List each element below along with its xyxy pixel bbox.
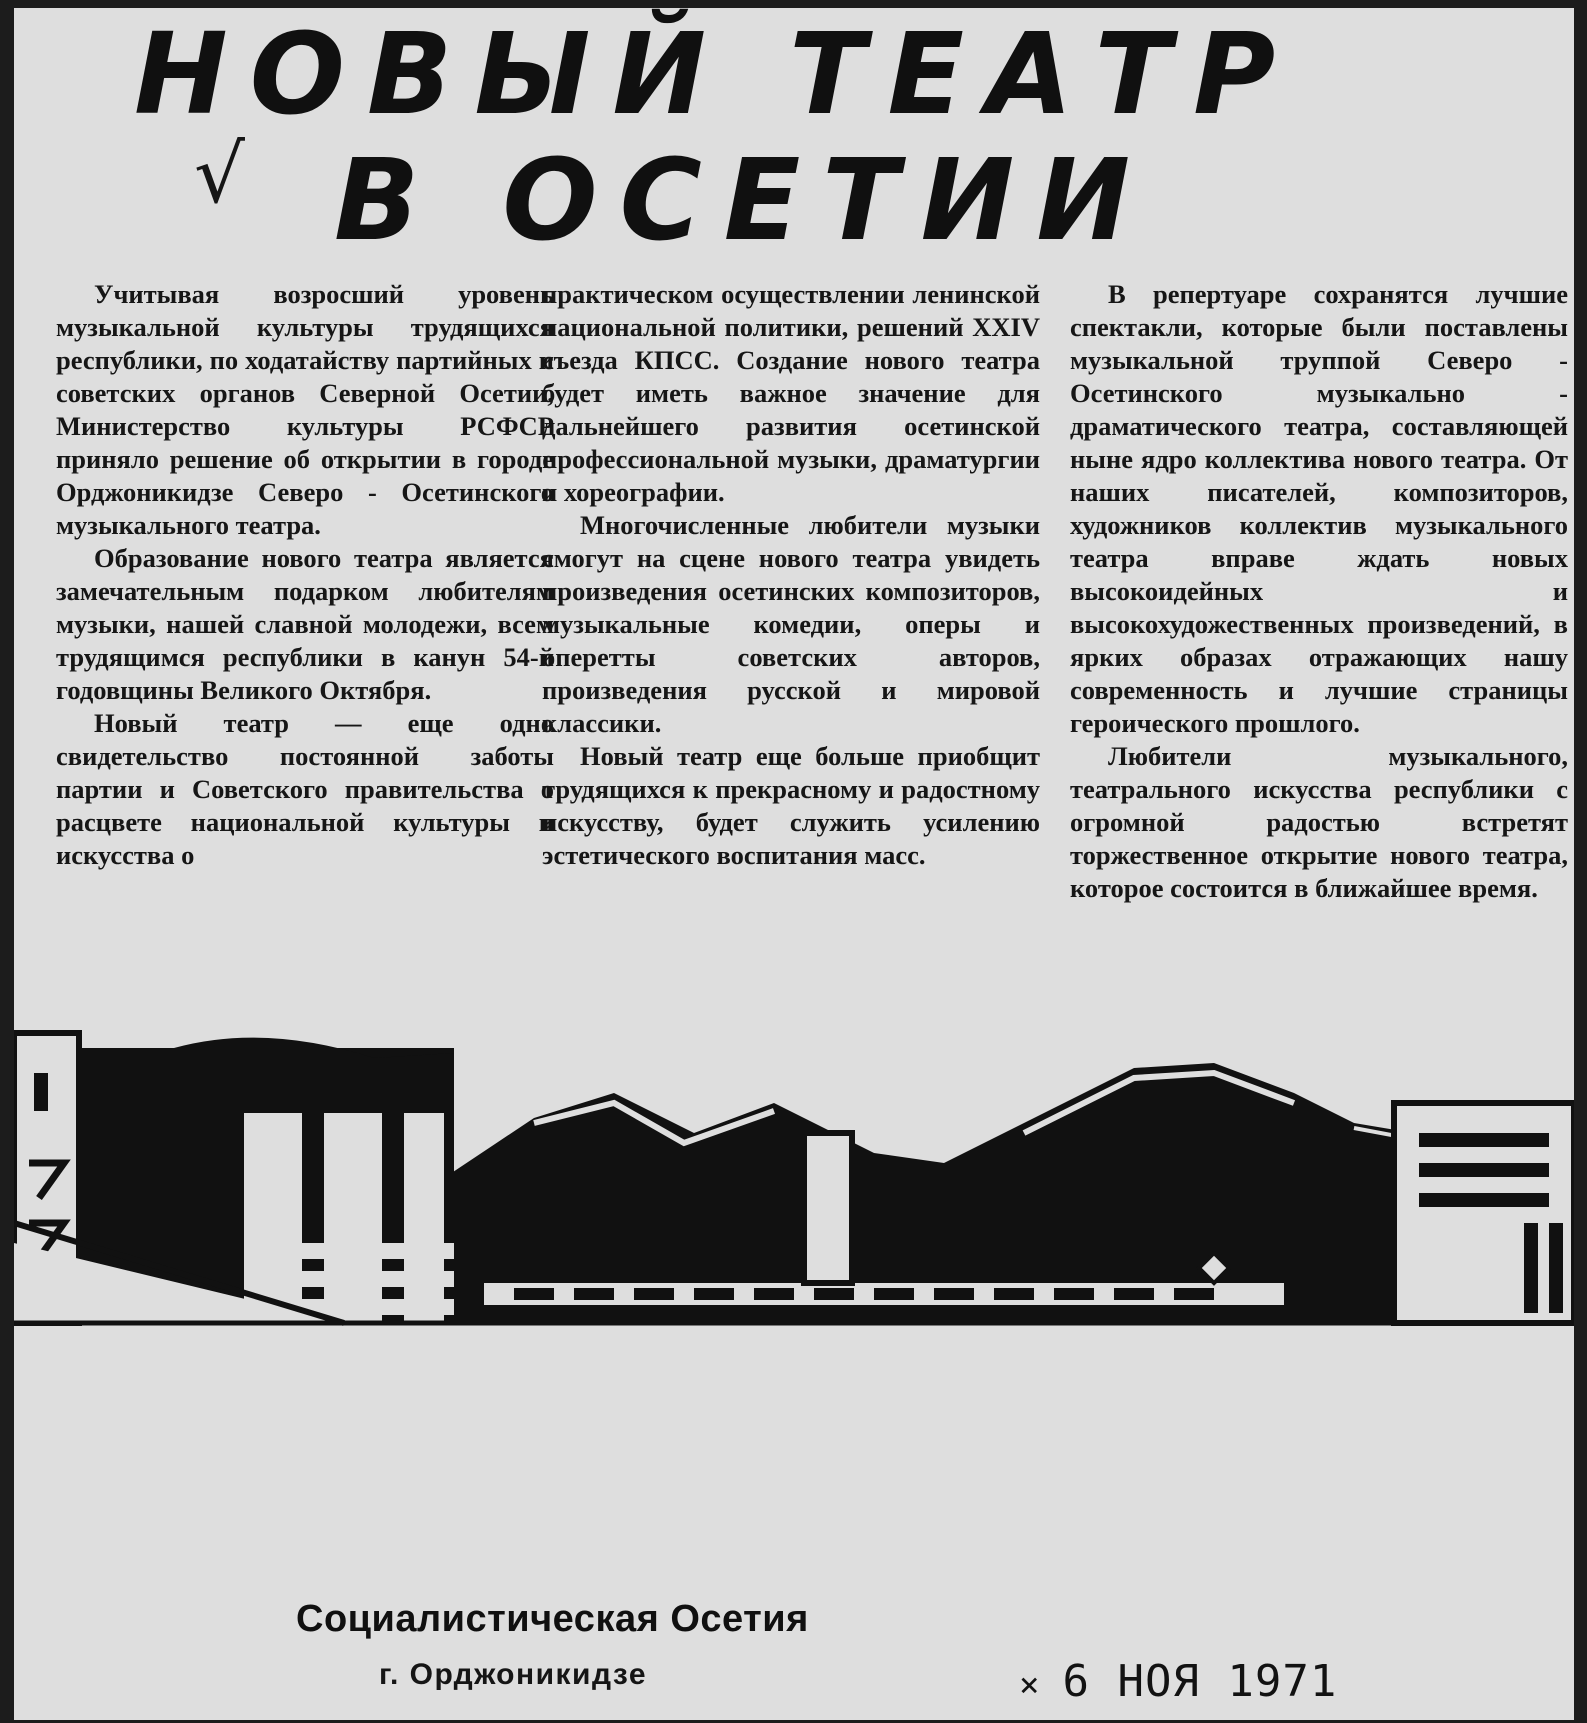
paragraph: Любители музыкального, театрального искусства республики с огромной радостью встретят торжественное открытие нового театра, которое состоится в ближайшее время. — [1070, 741, 1568, 903]
newspaper-city: г. Орджоникидзе — [379, 1658, 648, 1691]
article-column-2 — [542, 278, 1040, 872]
stair-step — [244, 1271, 454, 1287]
theatre-column — [404, 1113, 444, 1323]
paragraph: Образование нового театра является замечательным подарком любителям музыки, нашей славной молодежи, всем трудящимся республики в канун 54-й годовщины Великого Октября. — [56, 543, 554, 705]
headline-line-1: НОВЫЙ ТЕАТР — [134, 10, 1298, 140]
paragraph: В репертуаре сохранятся лучшие спектакли, которые были поставлены музыкальной труппой Северо - Осетинского музыкально - драматического театра, составляющей ныне ядро коллектива нового театра. От наших писателей, композиторов, художников коллектив музыкального театра вправе ждать новых высокоидейных и высокохудожественных произведений, в ярких образах отражающих нашу современность и лучшие страницы героического прошлого. — [1070, 279, 1568, 738]
newspaper-name: Социалистическая Осетия — [296, 1598, 809, 1640]
stamp-mark-icon: × — [1019, 1665, 1041, 1705]
date-text: 6 НОЯ 1971 — [1062, 1656, 1338, 1707]
check-mark: √ — [194, 128, 245, 221]
paragraph: практическом осуществлении ленинской национальной политики, решений XXIV съезда КПСС. Создание нового театра будет иметь важное значение для дальнейшего развития осетинской профессиональной музыки, драматургии и хореографии. — [542, 279, 1040, 507]
central-pillar — [804, 1133, 852, 1283]
paragraph: Многочисленные любители музыки смогут на сцене нового театра увидеть произведения осетинских композиторов, музыкальные комедии, оперы и оперетты советских авторов, произведения русской и мировой классики. — [542, 510, 1040, 738]
date-stamp — [1019, 1656, 1337, 1707]
stair-step — [244, 1243, 454, 1259]
city-mountains-illustration — [14, 1023, 1574, 1443]
theatre-column — [324, 1113, 382, 1323]
paragraph: Новый театр еще больше приобщит трудящихся к прекрасному и радостному искусству, будет служить усилению эстетического воспитания масс. — [542, 741, 1040, 870]
article-column-3 — [1070, 278, 1568, 905]
theatre-column — [244, 1113, 302, 1323]
tower-window — [34, 1073, 48, 1111]
newspaper-clipping — [14, 8, 1574, 1720]
theatre-roof — [174, 1038, 454, 1083]
headline-line-2: В ОСЕТИИ — [334, 136, 1153, 266]
paragraph: Новый театр — еще одно свидетельство постоянной заботы партии и Советского правительства о расцвете национальной культуры и искусства о — [56, 708, 554, 870]
paragraph: Учитывая возросший уровень музыкальной культуры трудящихся республики, по ходатайству партийных и советских органов Северной Осетии, Министерство культуры РСФСР приняло решение об открытии в городе Орджоникидзе Северо - Осетинского музыкального театра. — [56, 279, 554, 540]
article-column-1 — [56, 278, 554, 872]
